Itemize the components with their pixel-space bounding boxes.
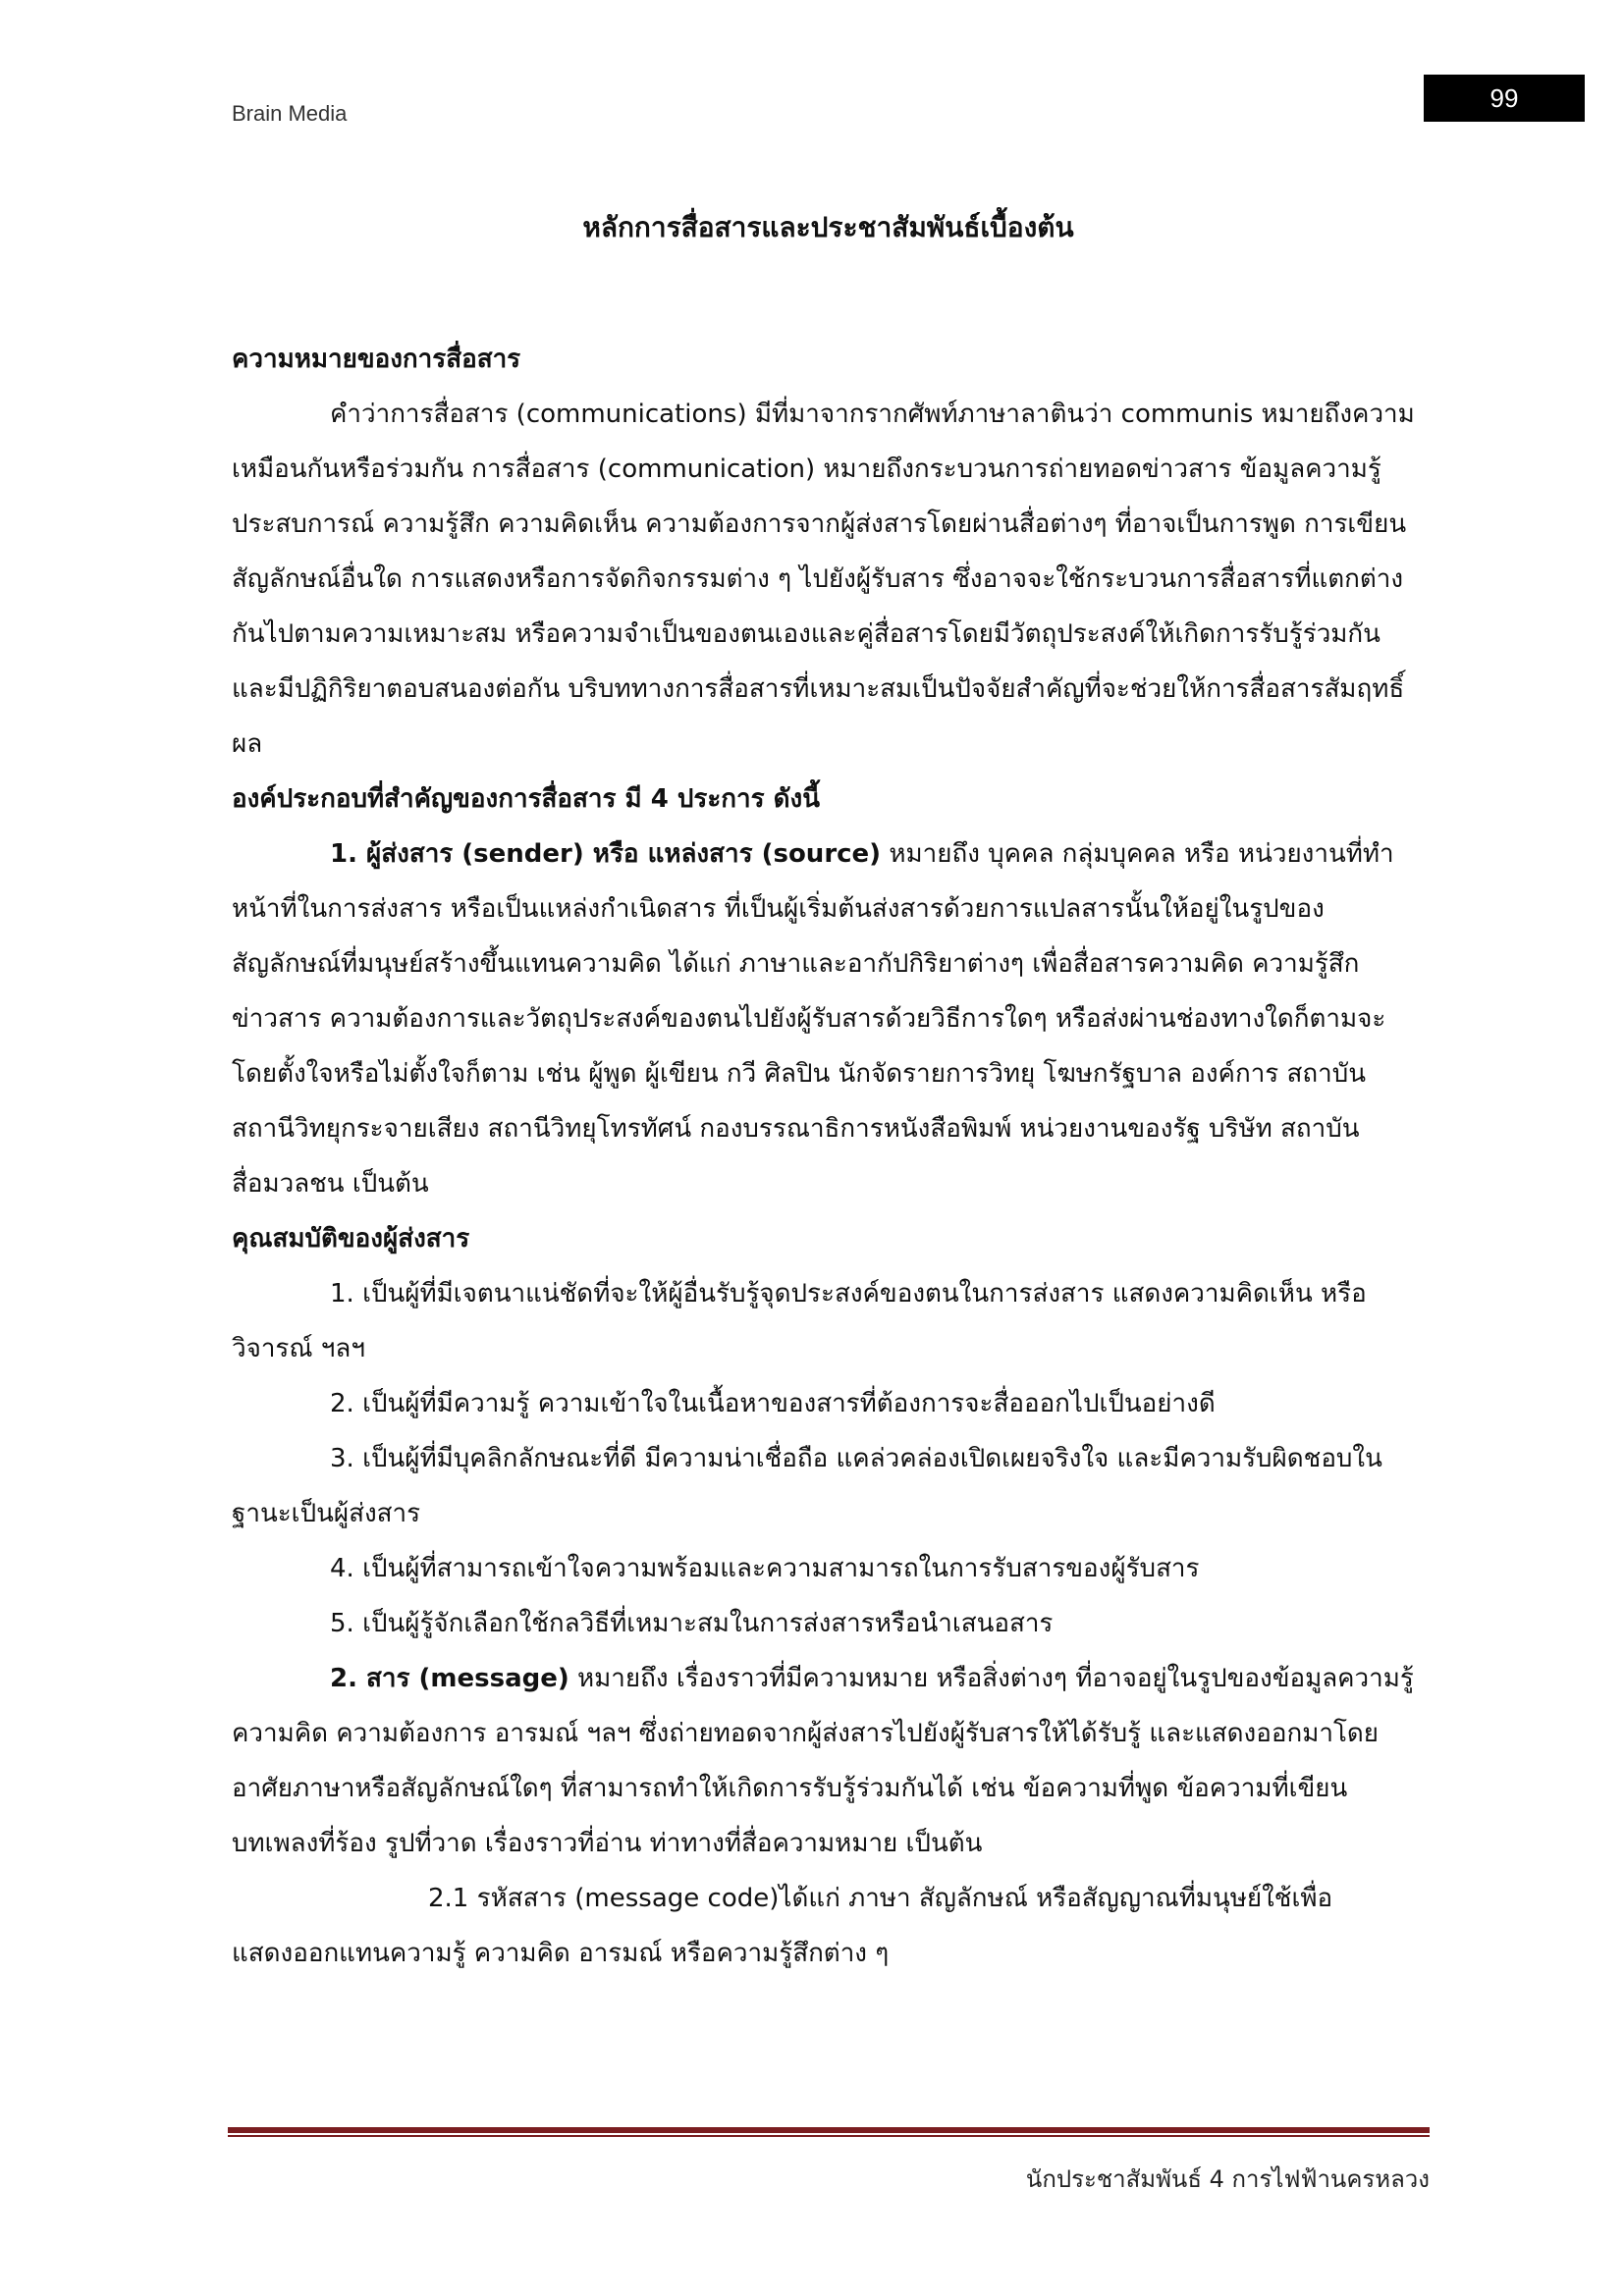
paragraph-sender bbox=[232, 827, 1425, 1211]
message-text: หมายถึง เรื่องราวที่มีความหมาย หรือสิ่งต่างๆ ที่อาจอยู่ในรูปของข้อมูลความรู้ ความคิด ความต้องการ อารมณ์ ฯลฯ ซึ่งถ่ายทอดจากผู้ส่งสารไปยังผู้รับสารให้ได้รับรู้ และแสดงออกมาโดยอาศัยภาษาหรือสัญลักษณ์ใดๆ ที่สามารถทำให้เกิดการรับรู้ร่วมกันได้ เช่น ข้อความที่พูด ข้อความที่เขียน บทเพลงที่ร้อง รูปที่วาด เรื่องราวที่อ่าน ท่าทางที่สื่อความหมาย เป็นต้น bbox=[232, 1664, 1414, 1858]
list-item: 1. เป็นผู้ที่มีเจตนาแน่ชัดที่จะให้ผู้อื่นรับรู้จุดประสงค์ของตนในการส่งสาร แสดงความคิดเห็น หรือวิจารณ์ ฯลฯ bbox=[232, 1279, 1367, 1363]
page-number: 99 bbox=[1424, 75, 1585, 122]
list-item: 2. เป็นผู้ที่มีความรู้ ความเข้าใจในเนื้อหาของสารที่ต้องการจะสื่อออกไปเป็นอย่างดี bbox=[330, 1389, 1216, 1418]
sender-lead: 1. ผู้ส่งสาร (sender) หรือ แหล่งสาร (source) bbox=[330, 839, 882, 869]
header-brand: Brain Media bbox=[232, 101, 348, 126]
message-lead: 2. สาร (message) bbox=[330, 1664, 569, 1693]
paragraph-meaning: คำว่าการสื่อสาร (communications) มีที่มาจากรากศัพท์ภาษาลาตินว่า communis หมายถึงความเหมือนกันหรือร่วมกัน การสื่อสาร (communication) หมายถึงกระบวนการถ่ายทอดข่าวสาร ข้อมูลความรู้ ประสบการณ์ ความรู้สึก ความคิดเห็น ความต้องการจากผู้ส่งสารโดยผ่านสื่อต่างๆ ที่อาจเป็นการพูด การเขียน สัญลักษณ์อื่นใด การแสดงหรือการจัดกิจกรรมต่าง ๆ ไปยังผู้รับสาร ซึ่งอาจจะใช้กระบวนการสื่อสารที่แตกต่างกันไปตามความเหมาะสม หรือความจำเป็นของตนเองและคู่สื่อสารโดยมีวัตถุประสงค์ให้เกิดการรับรู้ร่วมกันและมีปฏิกิริยาตอบสนองต่อกัน บริบททางการสื่อสารที่เหมาะสมเป็นปัจจัยสำคัญที่จะช่วยให้การสื่อสารสัมฤทธิ์ผล bbox=[232, 400, 1415, 759]
list-item: 4. เป็นผู้ที่สามารถเข้าใจความพร้อมและความสามารถในการรับสารของผู้รับสาร bbox=[330, 1554, 1200, 1583]
paragraph-message-code: 2.1 รหัสสาร (message code)ได้แก่ ภาษา สัญลักษณ์ หรือสัญญาณที่มนุษย์ใช้เพื่อแสดงออกแทนความรู้ ความคิด อารมณ์ หรือความรู้สึกต่าง ๆ bbox=[232, 1884, 1333, 1968]
section-heading-meaning: ความหมายของการสื่อสาร bbox=[232, 345, 521, 374]
paragraph-message bbox=[232, 1651, 1425, 1871]
list-item: 5. เป็นผู้รู้จักเลือกใช้กลวิธีที่เหมาะสมในการส่งสารหรือนำเสนอสาร bbox=[330, 1609, 1054, 1638]
document-body bbox=[232, 332, 1425, 1981]
list-item: 3. เป็นผู้ที่มีบุคลิกลักษณะที่ดี มีความน่าเชื่อถือ แคล่วคล่องเปิดเผยจริงใจ และมีความรับผิดชอบในฐานะเป็นผู้ส่งสาร bbox=[232, 1444, 1382, 1528]
section-heading-qualities: คุณสมบัติของผู้ส่งสาร bbox=[232, 1224, 470, 1254]
footer-divider bbox=[228, 2127, 1430, 2137]
sender-text: หมายถึง บุคคล กลุ่มบุคคล หรือ หน่วยงานที่ทำหน้าที่ในการส่งสาร หรือเป็นแหล่งกำเนิดสาร ที่เป็นผู้เริ่มต้นส่งสารด้วยการแปลสารนั้นให้อยู่ในรูปของสัญลักษณ์ที่มนุษย์สร้างขึ้นแทนความคิด ได้แก่ ภาษาและอากัปกิริยาต่างๆ เพื่อสื่อสารความคิด ความรู้สึก ข่าวสาร ความต้องการและวัตถุประสงค์ของตนไปยังผู้รับสารด้วยวิธีการใดๆ หรือส่งผ่านช่องทางใดก็ตามจะโดยตั้งใจหรือไม่ตั้งใจก็ตาม เช่น ผู้พูด ผู้เขียน กวี ศิลปิน นักจัดรายการวิทยุ โฆษกรัฐบาล องค์การ สถาบัน สถานีวิทยุกระจายเสียง สถานีวิทยุโทรทัศน์ กองบรรณาธิการหนังสือพิมพ์ หน่วยงานของรัฐ บริษัท สถาบันสื่อมวลชน เป็นต้น bbox=[232, 839, 1394, 1199]
footer-text: นักประชาสัมพันธ์ 4 การไฟฟ้านครหลวง bbox=[1025, 2165, 1430, 2193]
page-title: หลักการสื่อสารและประชาสัมพันธ์เบื้องต้น bbox=[582, 211, 1074, 243]
section-heading-components: องค์ประกอบที่สำคัญของการสื่อสาร มี 4 ประการ ดังนี้ bbox=[232, 784, 820, 814]
